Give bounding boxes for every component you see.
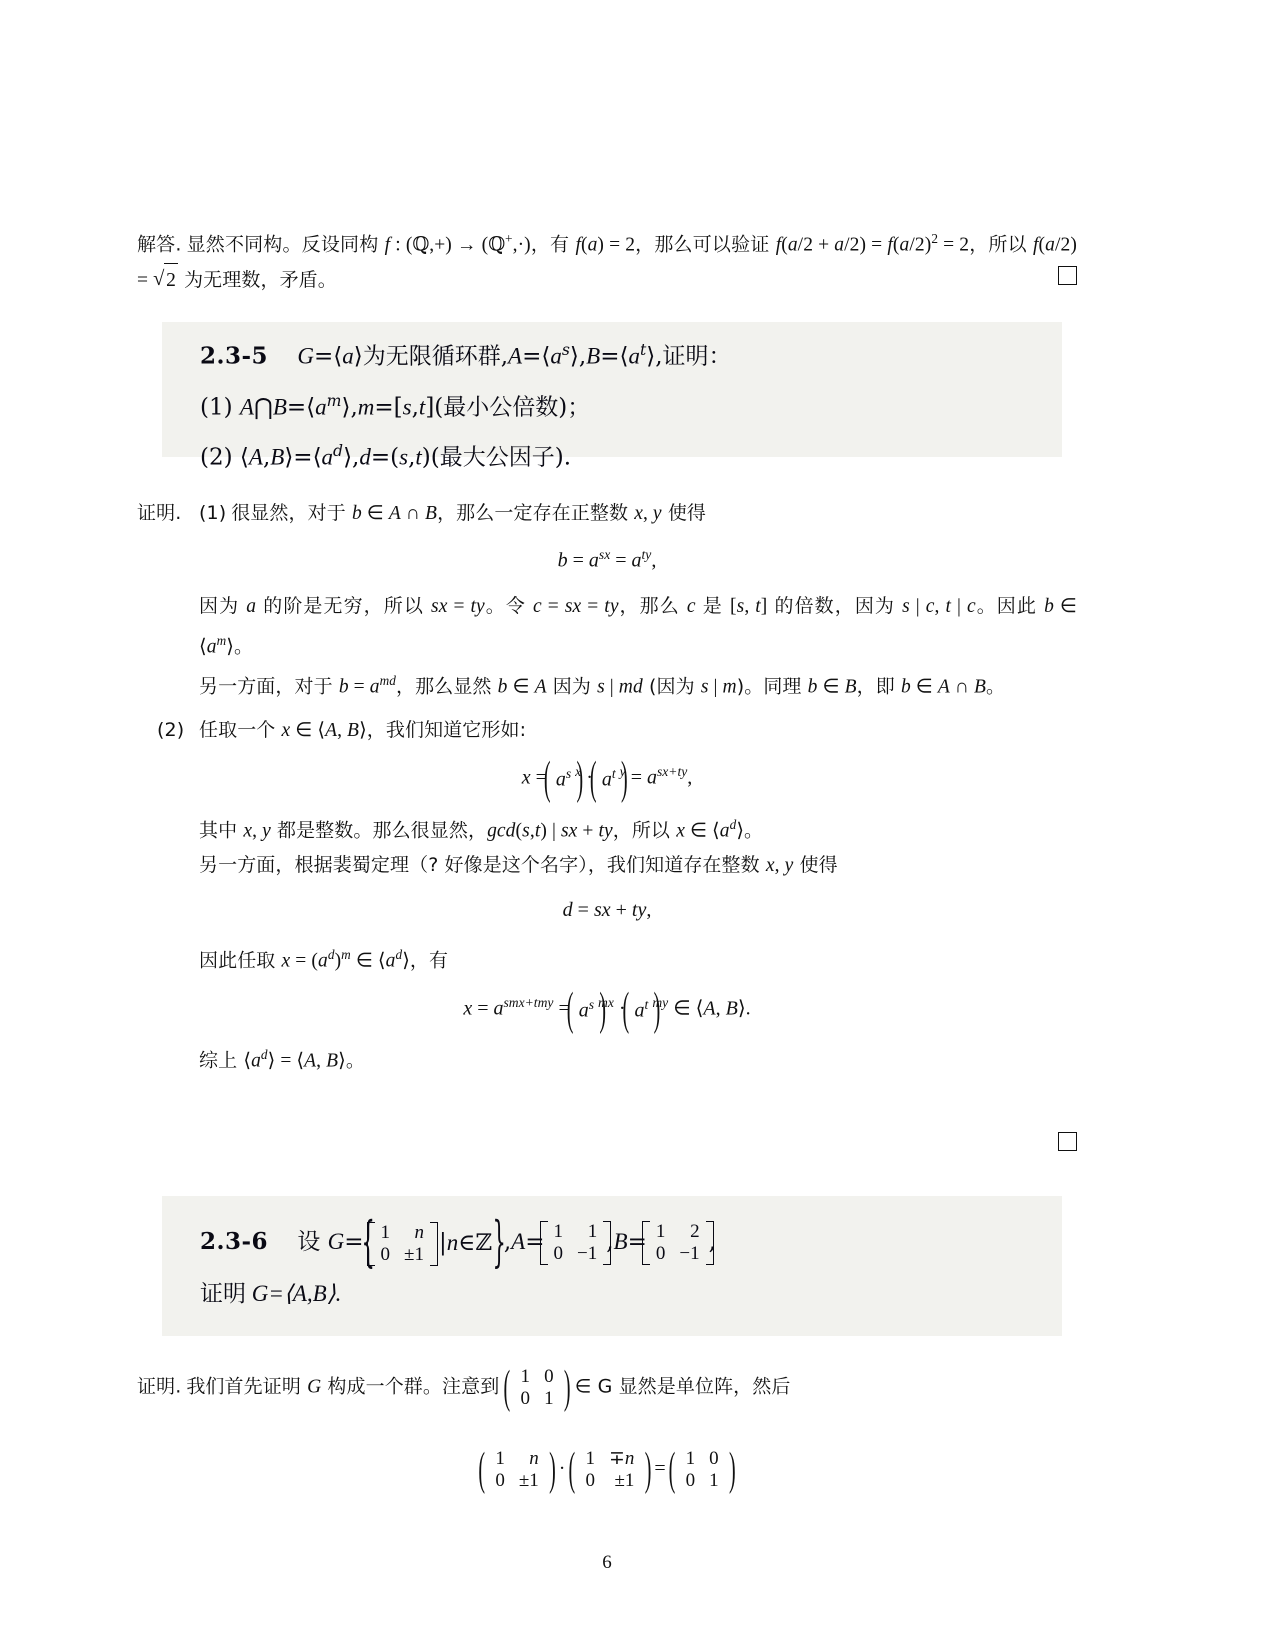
comma-1: , — [500, 343, 508, 370]
problem-statement-2-3-5 — [162, 322, 1062, 471]
proof-line-item1: 证明. (1) 很显然，对于 b ∈ A ∩ B，那么一定存在正整数 x, y 使得 — [137, 496, 1077, 531]
p3-c: ，所以 — [612, 819, 677, 842]
proof-item1-label: (1) — [199, 502, 227, 524]
problem-236-intro: 设 — [297, 1229, 328, 1255]
matrix-g: { 1 n 0 ±1 — [380, 1221, 424, 1265]
matrix-eq-right: ( 1 0 0 1 — [685, 1448, 719, 1491]
eq-dot: · — [558, 1457, 566, 1480]
proof-236-text-a: 我们首先证明 — [186, 1375, 308, 1398]
p1-g: 。因此 — [975, 594, 1045, 617]
p6-b: 。 — [345, 1049, 365, 1072]
solution-text-part-1: 显然不同构。反设同构 — [186, 233, 385, 256]
solution-text-part-3: ，那么可以验证 — [635, 233, 776, 256]
problem-235-line-2: (1) $A⋂B=⟨a^m⟩,m=[s,t]$(最小公倍数)； — [200, 390, 591, 421]
solution-paragraph-previous — [137, 222, 1077, 298]
equation-x-smx-tmy: $x = a^{smx+tmy}$ = ( $a^s$ ) $^{mx}$ · ( $a^t$ ) $^{my}$ ∈ ⟨A, B⟩. — [137, 995, 1077, 1023]
qed-marker-row-1 — [137, 266, 1077, 286]
problem-235-text-1: 为无限循环群 — [362, 343, 501, 370]
p2-c: 因为 — [546, 675, 598, 698]
colon-1: ： — [708, 343, 732, 370]
qed-box-icon — [1058, 266, 1077, 285]
problem-236-line-2 — [200, 1266, 1062, 1316]
proof-label: 证明. — [137, 502, 182, 524]
qed-marker-row-2 — [137, 1132, 1077, 1152]
document-page — [137, 0, 1077, 1650]
solution-label: 解答. — [137, 233, 182, 256]
proof-item1-text-a: 很显然，对于 — [231, 502, 352, 524]
p2-g: 。 — [986, 675, 1006, 698]
semicolon-1: ； — [567, 394, 591, 421]
problem-235-item2-note: (最大公因子) — [430, 444, 564, 471]
solution-text-part-4: ，所以 — [969, 233, 1033, 256]
comma-3: , — [655, 343, 663, 370]
solution-text: 解答. 显然不同构。反设同构 f : (ℚ,+) → (ℚ+,·)，有 f(a) = 2，那么可以验证 $f(a/2 + a/2) = f(a/2)^2 = 2$，所以 f(a/2) = √ 2 为无理数，矛盾。 — [137, 222, 1077, 298]
item2-text-a: 任取一个 — [199, 718, 282, 741]
p4-a: 另一方面，根据裴蜀定理（? 好像是这个名字），我们知道存在整数 — [199, 854, 766, 877]
eq-equals: = — [654, 1457, 666, 1480]
p5-a: 因此任取 — [199, 949, 282, 972]
proof-paragraph-5: 因此任取 $x = (a^d)^m$ ∈ $⟨a^d⟩$，有 — [199, 947, 449, 972]
p1-f: 的倍数，因为 — [767, 594, 903, 617]
proof-236-math-g: G — [307, 1376, 322, 1398]
proof-item2-label: (2) — [157, 718, 185, 741]
problem-235-item1-note: (最小公倍数) — [434, 394, 568, 421]
proof-paragraph-3: 其中 x, y 都是整数。那么很显然，gcd(s,t) | sx + ty，所以 x ∈ $⟨a^d⟩$。 — [199, 816, 764, 842]
p6-a: 综上 — [199, 1049, 244, 1072]
equation-x-as-at: x = ( $a^s$ ) $^x$ · ( $a^t$ ) $^y = a^{sx+ty}$, — [137, 764, 1077, 792]
p2-b: ，那么显然 — [396, 675, 498, 698]
p1-d: ，那么 — [618, 594, 687, 617]
solution-text-part-5: 为无理数，矛盾。 — [177, 268, 337, 291]
comma-236-2: , — [606, 1229, 614, 1255]
period-1: . — [563, 444, 572, 471]
problem-235-number: 2.3-5 — [200, 342, 269, 370]
matrix-a: 1 1 0 −1 — [553, 1221, 598, 1264]
p1-h: 。 — [233, 635, 254, 658]
p2-d: (因为 — [642, 675, 701, 698]
equation-b-asx-aty: $b = a^{sx} = a^{ty}$, — [557, 547, 657, 572]
comma-236-1: , — [503, 1229, 512, 1255]
problem-235-text-2: 证明 — [662, 343, 709, 370]
problem-236-proof-label: 证明 — [200, 1280, 246, 1307]
p1-c: 。令 — [484, 594, 534, 617]
p2-f: ，即 — [856, 675, 901, 698]
problem-235-item1-label: (1) — [200, 394, 233, 421]
problem-235-item2-label: (2) — [200, 444, 233, 471]
proof-paragraph-1: 因为 a 的阶是无穷，所以 sx = ty。令 c = sx = ty，那么 c 是 [s, t] 的倍数，因为 s | c, t | c。因此 b ∈ $⟨a^m⟩$。 — [199, 594, 1077, 658]
comma-236-3: , — [708, 1229, 716, 1255]
p3-b: 都是整数。那么很显然， — [270, 819, 488, 842]
p3-d: 。 — [744, 819, 764, 842]
p1-b: 的阶是无穷，所以 — [256, 594, 432, 617]
solution-text-part-2: ，有 — [530, 233, 576, 256]
problem-235-line-3: (2) $⟨A,B⟩=⟨a^d⟩,d=(s,t)$(最大公因子). — [200, 441, 572, 471]
p2-e: )。同理 — [736, 675, 808, 698]
problem-235-line-1: 2.3-5 G=⟨a⟩为无限循环群$,A=⟨a^s⟩,B=⟨a^t⟩$,证明： — [200, 340, 732, 370]
proof-body-2-3-5 — [137, 496, 1077, 1079]
p2-a: 另一方面，对于 — [199, 675, 339, 698]
comma-2: , — [578, 343, 587, 370]
proof-item1-text-b: ，那么一定存在正整数 — [437, 502, 635, 524]
matrix-eq-left: ( 1 n 0 ±1 — [495, 1448, 539, 1491]
p3-a: 其中 — [199, 819, 244, 842]
proof-paragraph-2: 另一方面，对于 $b = a^{md}$，那么显然 b ∈ A 因为 s | md (因为 s | m)。同理 b ∈ B，即 b ∈ A ∩ B。 — [199, 673, 1006, 698]
matrix-identity: ( 1 0 0 1 — [520, 1366, 554, 1409]
proof-236-label: 证明. — [137, 1375, 182, 1398]
proof-paragraph-6: 综上 $⟨a^d⟩$ = ⟨A, B⟩。 — [199, 1047, 365, 1072]
proof-236-text-b: 构成一个群。注意到 — [321, 1375, 506, 1398]
p4-b: 使得 — [793, 854, 838, 877]
proof-236-text-c: ∈ G 显然是单位阵，然后 — [568, 1375, 791, 1398]
proof-paragraph-4: 另一方面，根据裴蜀定理（? 好像是这个名字），我们知道存在整数 x, y 使得 — [199, 854, 838, 877]
qed-box-icon-2 — [1058, 1132, 1077, 1151]
matrix-b: 1 2 0 −1 — [655, 1221, 700, 1264]
page-number: 6 — [602, 1552, 612, 1573]
proof-body-2-3-6 — [137, 1366, 1077, 1508]
p1-a: 因为 — [199, 594, 247, 617]
problem-236-number: 2.3-6 — [200, 1228, 269, 1255]
p1-e: 是 — [695, 594, 731, 617]
proof-item1-text-c: 使得 — [661, 502, 707, 524]
equation-d-sx-ty: d = sx + ty, — [562, 899, 652, 922]
proof-236-paragraph — [137, 1366, 1077, 1410]
problem-236-proof-body: G=⟨A,B⟩. — [246, 1280, 342, 1306]
equation-matrix-product — [137, 1448, 1077, 1492]
item2-text-b: ，我们知道它形如: — [366, 718, 527, 741]
problem-236-line-1: 2.3-6 设 G= { 1 n 0 ±1 |n∈ℤ } ,A= 1 1 0 −1 ,B= 1 2 0 −1 , — [200, 1220, 1062, 1266]
p5-b: ，有 — [409, 949, 449, 972]
proof-line-item2: (2) 任取一个 x ∈ ⟨A, B⟩，我们知道它形如: — [157, 713, 1077, 748]
problem-statement-2-3-6 — [162, 1196, 1062, 1336]
matrix-eq-mid: ( 1 ∓n 0 ±1 — [585, 1448, 635, 1491]
